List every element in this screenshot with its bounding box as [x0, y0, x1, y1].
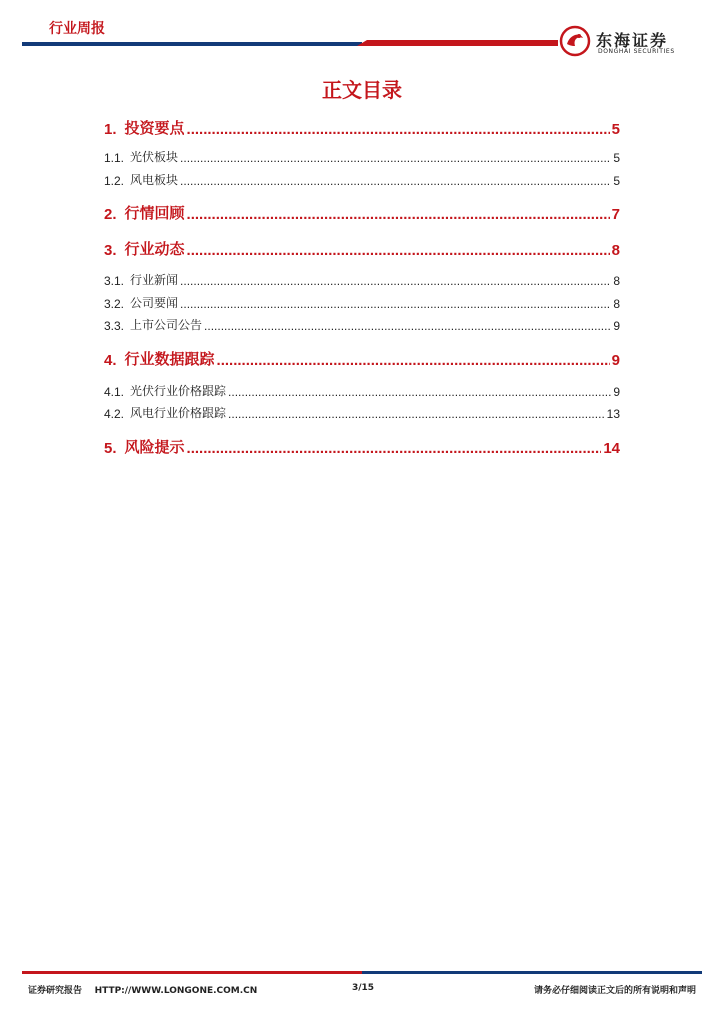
- toc-leader-dots: [187, 440, 602, 457]
- toc-section-link[interactable]: [104, 437, 620, 457]
- toc-entry-page: 5: [613, 174, 620, 188]
- toc-entry-label: 行情回顾: [124, 204, 185, 222]
- toc-entry-page: 13: [606, 407, 620, 421]
- toc-leader-dots: [204, 319, 611, 333]
- toc-leader-dots: [228, 407, 605, 421]
- toc-entry-number: 4.2.: [104, 407, 125, 421]
- toc-entry-page: 7: [611, 206, 620, 223]
- toc-entry-number: 4.1.: [104, 385, 125, 399]
- toc-entry-page: 8: [613, 274, 620, 288]
- toc-entry-number: 1.2.: [104, 174, 125, 188]
- dragon-logo-icon: [558, 24, 592, 58]
- footer-report-label: 证券研究报告: [28, 986, 83, 996]
- toc-entry-number: 3.: [104, 242, 117, 259]
- logo-english-name: DONGHAI SECURITIES: [598, 48, 675, 55]
- toc-entry-page: 5: [611, 121, 620, 138]
- toc-subsection-link[interactable]: [104, 272, 620, 288]
- toc-entry-page: 9: [613, 319, 620, 333]
- toc-entry-page: 9: [613, 385, 620, 399]
- toc-section-link[interactable]: [104, 118, 620, 138]
- toc-subsection-link[interactable]: [104, 383, 620, 399]
- toc-entry-number: 3.1.: [104, 274, 125, 288]
- toc-entry-number: 2.: [104, 206, 117, 223]
- toc-subsection-link[interactable]: [104, 295, 620, 311]
- toc-entry-label: 行业动态: [124, 240, 185, 258]
- toc-title: 正文目录: [322, 78, 402, 102]
- toc-leader-dots: [187, 121, 610, 138]
- toc-entry-number: 3.2.: [104, 297, 125, 311]
- toc-entry-page: 14: [603, 440, 620, 457]
- toc-leader-dots: [217, 352, 610, 369]
- toc-subsection-link[interactable]: [104, 405, 620, 421]
- toc-entry-page: 5: [613, 151, 620, 165]
- toc-leader-dots: [180, 297, 611, 311]
- toc-section-link[interactable]: [104, 203, 620, 223]
- toc-leader-dots: [180, 274, 611, 288]
- toc-entry-page: 8: [613, 297, 620, 311]
- toc-entry-number: 4.: [104, 352, 117, 369]
- toc-entry-label: 行业新闻: [130, 273, 179, 287]
- toc-section-link[interactable]: [104, 349, 620, 369]
- footer-disclaimer: 请务必仔细阅读正文后的所有说明和声明: [533, 986, 696, 996]
- toc-section-link[interactable]: [104, 239, 620, 259]
- toc-entry-label: 行业数据跟踪: [124, 350, 215, 368]
- toc-entry-label: 风电行业价格跟踪: [130, 406, 227, 420]
- toc-entry-label: 风险提示: [124, 438, 185, 456]
- toc-entry-page: 8: [611, 242, 620, 259]
- toc-entry-number: 5.: [104, 440, 117, 457]
- toc-entry-page: 9: [611, 352, 620, 369]
- toc-leader-dots: [228, 385, 611, 399]
- toc-entry-number: 1.1.: [104, 151, 125, 165]
- toc-entry-label: 风电板块: [130, 173, 179, 187]
- toc-subsection-link[interactable]: [104, 317, 620, 333]
- toc-entry-label: 投资要点: [124, 119, 185, 137]
- toc-subsection-link[interactable]: [104, 149, 620, 165]
- toc-entry-label: 公司要闻: [130, 296, 179, 310]
- toc-entry-number: 3.3.: [104, 319, 125, 333]
- footer-left: [28, 983, 257, 996]
- logo-chinese-name: 东海证券: [596, 31, 669, 50]
- toc-leader-dots: [187, 206, 610, 223]
- toc-entry-number: 1.: [104, 121, 117, 138]
- toc-entry-label: 上市公司公告: [130, 318, 203, 332]
- toc-subsection-link[interactable]: [104, 172, 620, 188]
- toc-leader-dots: [187, 242, 610, 259]
- toc-leader-dots: [180, 151, 611, 165]
- toc-entry-label: 光伏行业价格跟踪: [130, 384, 227, 398]
- page-indicator: 3/15: [352, 983, 375, 993]
- company-logo: [558, 22, 708, 62]
- footer-divider: [22, 971, 702, 974]
- report-type-label: 行业周报: [49, 21, 105, 37]
- toc-entry-label: 光伏板块: [130, 150, 179, 164]
- toc-leader-dots: [180, 174, 611, 188]
- footer-url-link[interactable]: HTTP://WWW.LONGONE.COM.CN: [94, 986, 258, 996]
